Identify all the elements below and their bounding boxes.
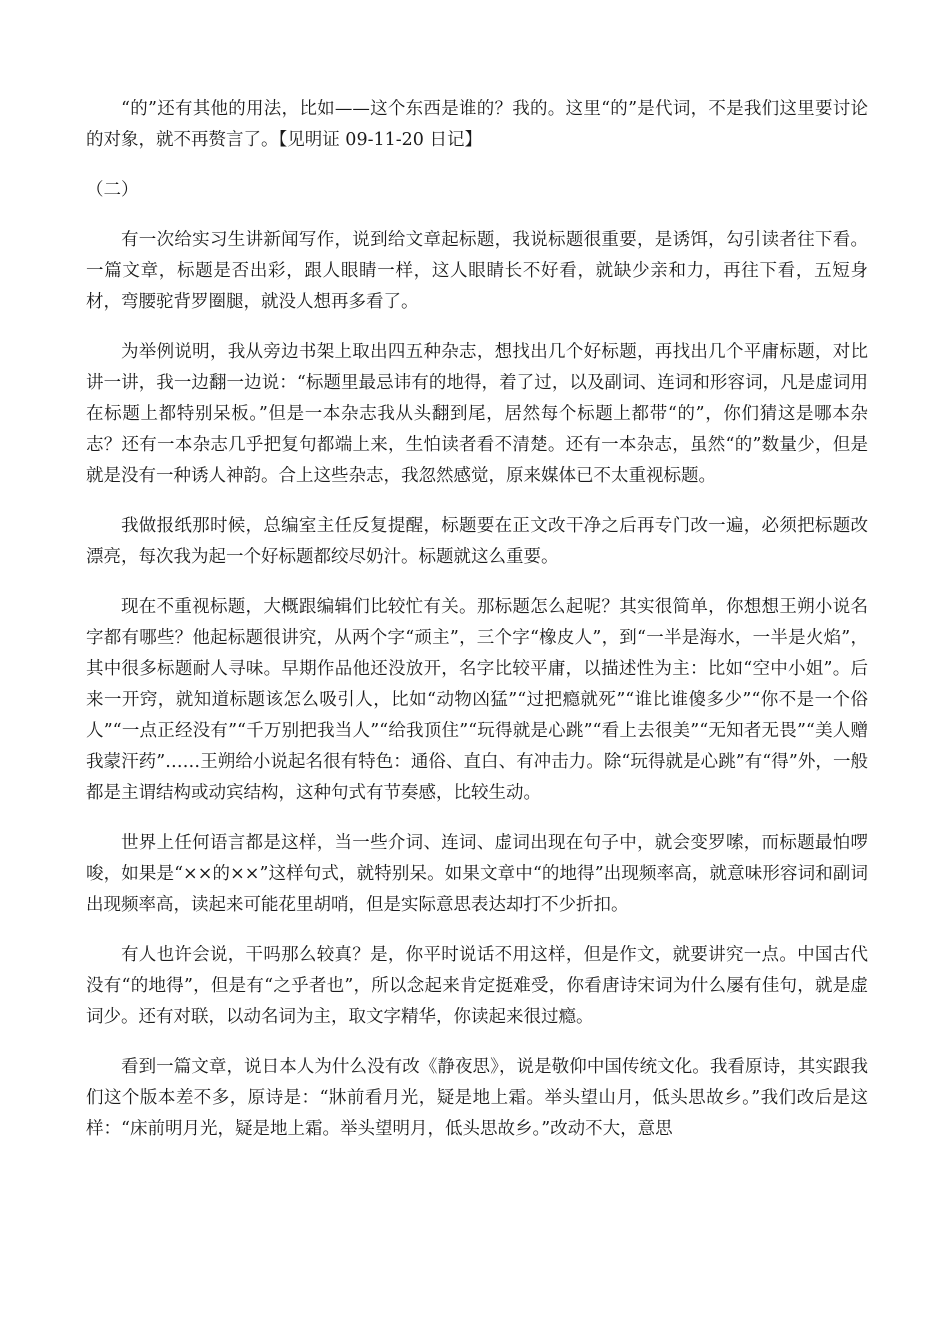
paragraph-newspaper-experience: 我做报纸那时候，总编室主任反复提醒，标题要在正文改干净之后再专门改一遍，必须把标题改漂亮，每次我为起一个好标题都绞尽奶汁。标题就这么重要。 — [86, 516, 868, 567]
document-body — [86, 94, 868, 1164]
paragraph-function-words: 世界上任何语言都是这样，当一些介词、连词、虚词出现在句子中，就会变罗嗦，而标题最怕啰唆，如果是“××的××”这样句式，就特别呆。如果文章中“的地得”出现频率高，就意味形容词和副词出现频率高，读起来可能花里胡哨，但是实际意思表达却打不少折扣。 — [86, 833, 868, 915]
paragraph-jing-ye-si: 看到一篇文章，说日本人为什么没有改《静夜思》，说是敬仰中国传统文化。我看原诗，其实跟我们这个版本差不多，原诗是：“牀前看月光，疑是地上霜。举头望山月，低头思故乡。”我们改后是这样：“床前明月光，疑是地上霜。举头望明月，低头思故乡。”改动不大，意思 — [86, 1057, 868, 1139]
paragraph-wang-shuo-titles: 现在不重视标题，大概跟编辑们比较忙有关。那标题怎么起呢？其实很简单，你想想王朔小说名字都有哪些？他起标题很讲究，从两个字“顽主”，三个字“橡皮人”，到“一半是海水，一半是火焰”，其中很多标题耐人寻味。早期作品他还没放开，名字比较平庸，以描述性为主：比如“空中小姐”。后来一开窍，就知道标题该怎么吸引人，比如“动物凶猛”“过把瘾就死”“谁比谁傻多少”“你不是一个俗人”“一点正经没有”“千万别把我当人”“给我顶住”“玩得就是心跳”“看上去很美”“无知者无畏”“美人赠我蒙汗药”……王朔给小说起名很有特色：通俗、直白、有冲击力。除“玩得就是心跳”有“得”外，一般都是主谓结构或动宾结构，这种句式有节奏感，比较生动。 — [86, 597, 868, 803]
section-heading: （二） — [86, 180, 139, 200]
paragraph-magazine-example: 为举例说明，我从旁边书架上取出四五种杂志，想找出几个好标题，再找出几个平庸标题，对比讲一讲，我一边翻一边说：“标题里最忌讳有的地得，着了过，以及副词、连词和形容词，凡是虚词用在标题上都特别呆板。”但是一本杂志我从头翻到尾，居然每个标题上都带“的”，你们猜这是哪本杂志？还有一本杂志几乎把复句都端上来，生怕读者看不清楚。还有一本杂志，虽然“的”数量少，但是就是没有一种诱人神韵。合上这些杂志，我忽然感觉，原来媒体已不太重视标题。 — [86, 342, 868, 486]
paragraph-de-usage: “的”还有其他的用法，比如——这个东西是谁的？我的。这里“的”是代词，不是我们这里要讨论的对象，就不再赘言了。【见明证 09-11-20 日记】 — [86, 99, 868, 150]
paragraph-classical-chinese: 有人也许会说，干吗那么较真？是，你平时说话不用这样，但是作文，就要讲究一点。中国古代没有“的地得”，但是有“之乎者也”，所以念起来肯定挺难受，你看唐诗宋词为什么屡有佳句，就是虚词少。还有对联，以动名词为主，取文字精华，你读起来很过瘾。 — [86, 945, 868, 1027]
paragraph-headline-importance: 有一次给实习生讲新闻写作，说到给文章起标题，我说标题很重要，是诱饵，勾引读者往下看。一篇文章，标题是否出彩，跟人眼睛一样，这人眼睛长不好看，就缺少亲和力，再往下看，五短身材，弯腰驼背罗圈腿，就没人想再多看了。 — [86, 230, 868, 312]
